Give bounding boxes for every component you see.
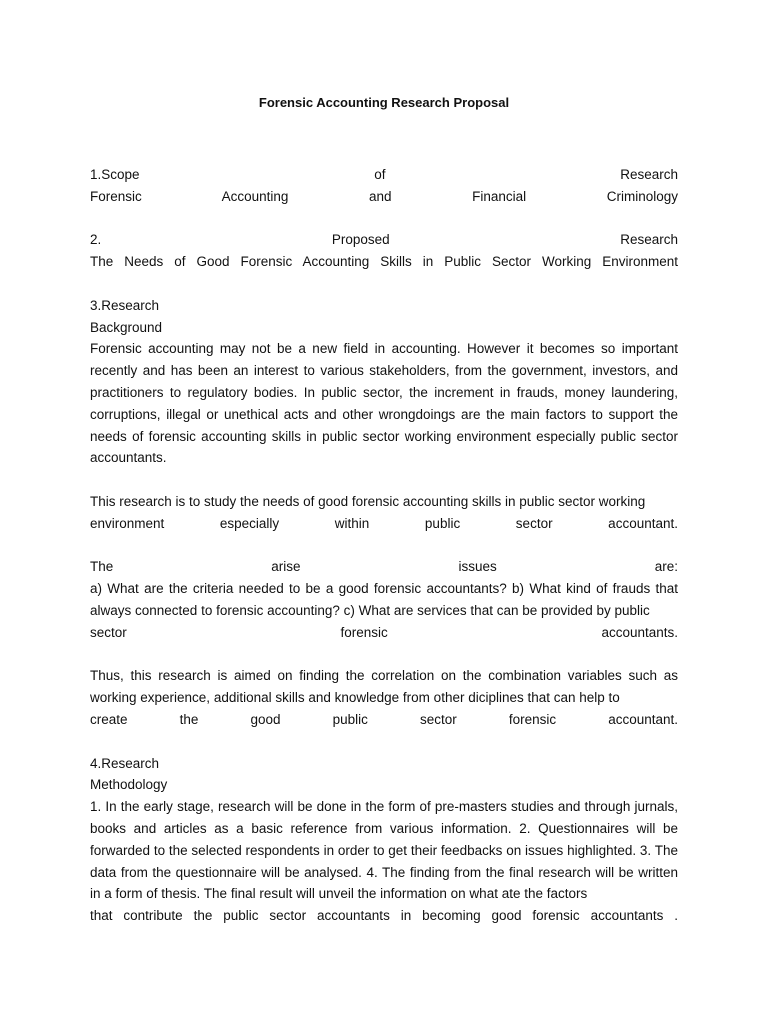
section-3-paragraph-4-last-line: create the good public sector forensic accountant. bbox=[90, 711, 678, 727]
spacer bbox=[90, 273, 678, 295]
spacer bbox=[90, 731, 678, 753]
section-3-heading-line-2: Background bbox=[90, 319, 163, 335]
document-body bbox=[90, 164, 678, 927]
section-3-heading-line-1: 3.Research bbox=[90, 297, 160, 313]
section-2-line: The Needs of Good Forensic Accounting Skills in Public Sector Working Environment bbox=[90, 254, 678, 270]
section-4-heading-line-2: Methodology bbox=[90, 777, 168, 793]
spacer bbox=[90, 535, 678, 557]
section-1-line: Forensic Accounting and Financial Criminology bbox=[90, 188, 678, 204]
spacer bbox=[90, 208, 678, 230]
section-4-paragraph-last-line: that contribute the public sector accountants in becoming good forensic accountants . bbox=[90, 908, 678, 924]
section-4-paragraph-body: 1. In the early stage, research will be done in the form of pre-masters studies and through jurnals, books and articles as a basic reference from various information. 2. Questionnaires will be forwarded to the selected respondents in order to get their feedbacks on issues highlighted. 3. The data from the questionnaire will be analysed. 4. The finding from the final research will be written in a form of thesis. The final result will unveil the information on what ate the factors bbox=[90, 799, 678, 902]
section-3-issues-body: a) What are the criteria needed to be a good forensic accountants? b) What kind of frauds that always connected to forensic accounting? c) What are services that can be provided by public bbox=[90, 581, 678, 618]
section-3-paragraph-2-body: This research is to study the needs of good forensic accounting skills in public sector working bbox=[90, 493, 646, 509]
section-3-issues-lead: The arise issues are: bbox=[90, 559, 678, 575]
section-3-paragraph-2-last-line: environment especially within public sector accountant. bbox=[90, 515, 678, 531]
section-3-paragraph-1: Forensic accounting may not be a new field in accounting. However it becomes so important recently and has been an interest to various stakeholders, from the government, investors, and practitioners to regulatory bodies. In public sector, the increment in frauds, money laundering, corruptions, illegal or unethical acts and other wrongdoings are the main factors to support the needs of forensic accounting skills in public sector working environment especially public sector accountants. bbox=[90, 341, 678, 466]
spacer bbox=[90, 644, 678, 666]
section-3-issues-last-line: sector forensic accountants. bbox=[90, 624, 678, 640]
section-2-heading: 2. Proposed Research bbox=[90, 232, 678, 248]
section-3-paragraph-4-body: Thus, this research is aimed on finding the correlation on the combination variables such as working experience, additional skills and knowledge from other diciplines that can help to bbox=[90, 668, 678, 706]
section-1-heading: 1.Scope of Research bbox=[90, 167, 678, 182]
section-4-heading-line-1: 4.Research bbox=[90, 755, 160, 771]
spacer bbox=[90, 469, 678, 491]
document-title: Forensic Accounting Research Proposal bbox=[258, 95, 510, 110]
